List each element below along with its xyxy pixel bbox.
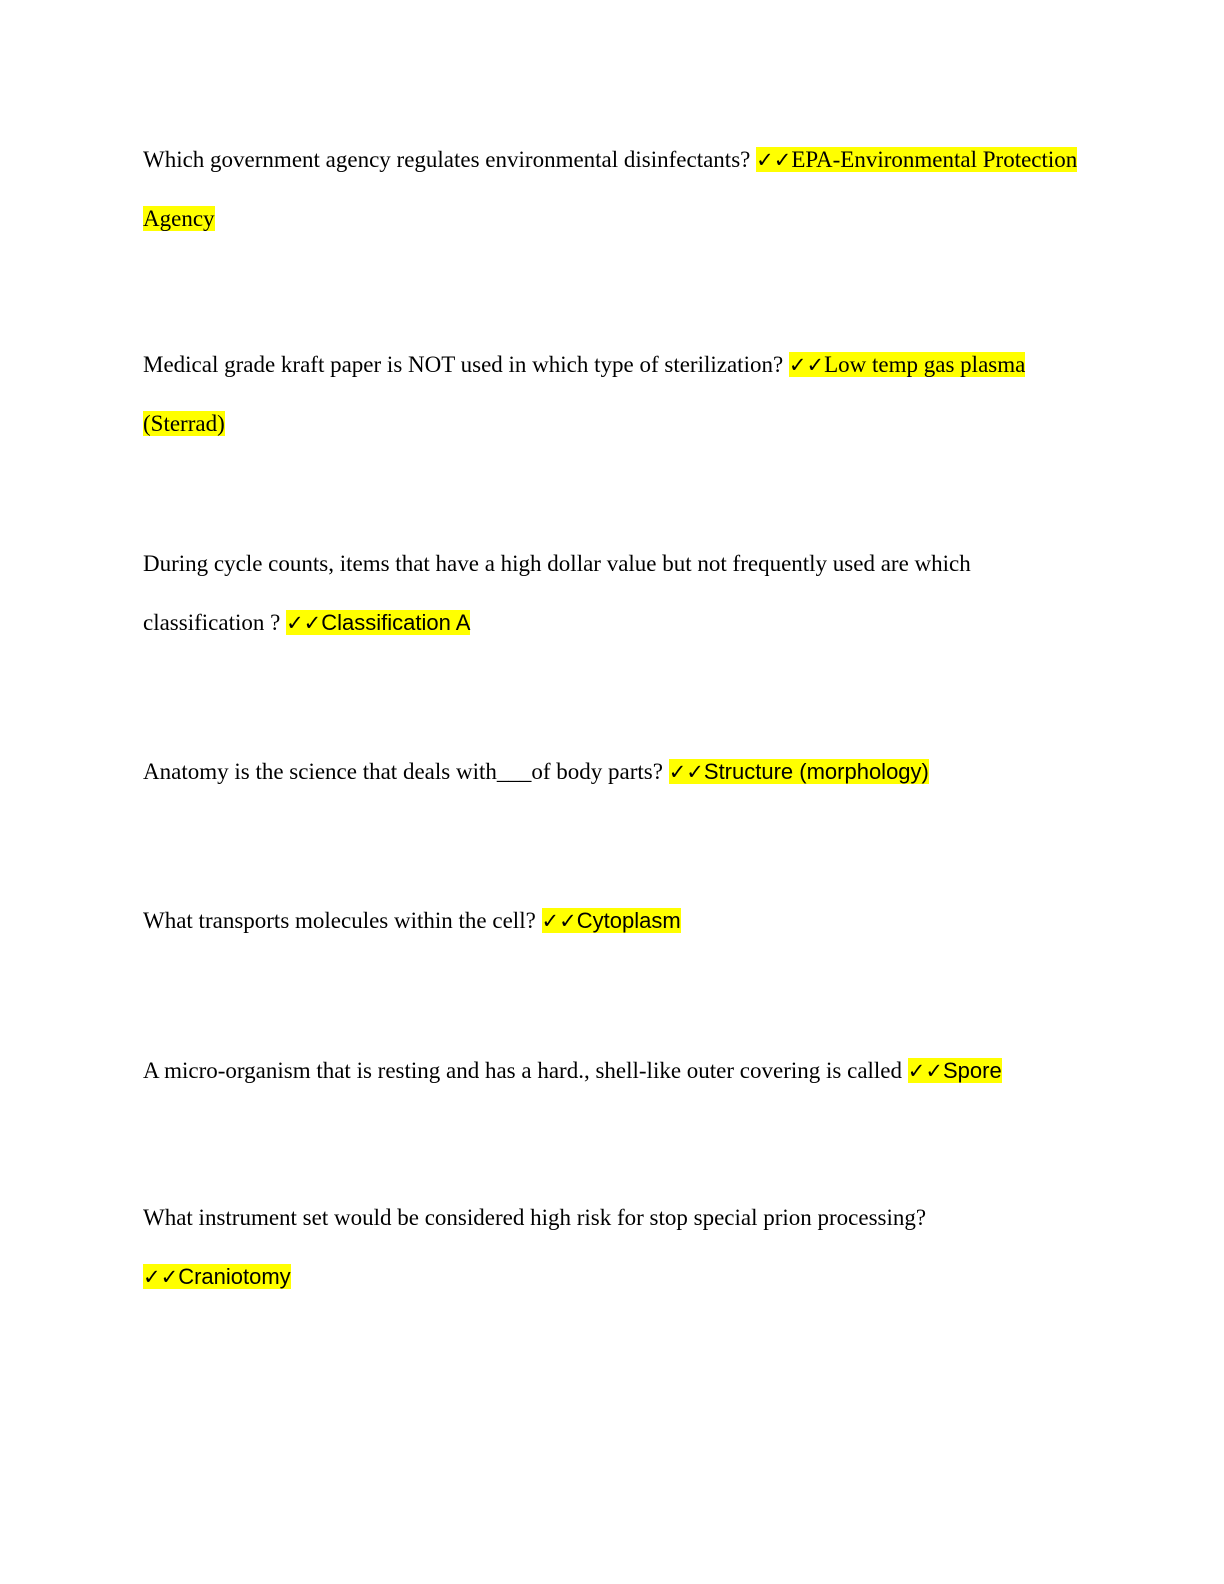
- answer-text: Structure (morphology): [703, 759, 929, 784]
- qa-item: [143, 535, 1083, 652]
- answer-highlight: [669, 759, 929, 784]
- answer-highlight: [908, 1058, 1002, 1083]
- qa-item: [143, 1042, 1083, 1101]
- double-check-icon: ✓✓: [788, 353, 825, 377]
- qa-item: [143, 743, 1083, 802]
- qa-item: [143, 1189, 1083, 1306]
- question-text: Which government agency regulates environmental disinfectants?: [143, 147, 757, 172]
- answer-text: Low temp gas plasma (Sterrad): [143, 352, 1026, 436]
- answer-text: Cytoplasm: [576, 908, 681, 933]
- question-text: Medical grade kraft paper is NOT used in which type of sterilization?: [143, 352, 789, 377]
- qa-item: [143, 131, 1083, 248]
- question-text: During cycle counts, items that have a high dollar value but not frequently used are which classification ?: [143, 551, 971, 635]
- answer-highlight: [286, 610, 470, 635]
- answer-text: Spore: [942, 1058, 1002, 1083]
- qa-item: [143, 892, 1083, 951]
- double-check-icon: ✓✓: [756, 148, 792, 172]
- qa-item: [143, 336, 1083, 453]
- double-check-icon: ✓✓: [143, 1264, 179, 1289]
- double-check-icon: ✓✓: [907, 1059, 943, 1083]
- answer-text: Craniotomy: [178, 1263, 291, 1289]
- answer-text: Classification A: [321, 609, 471, 635]
- answer-highlight: [143, 1264, 291, 1289]
- question-text: A micro-organism that is resting and has a hard., shell-like outer covering is called: [143, 1058, 908, 1083]
- answer-highlight: [542, 908, 681, 933]
- question-text: What transports molecules within the cell?: [143, 908, 542, 933]
- answer-text: EPA-Environmental Protection Agency: [143, 147, 1078, 231]
- question-text: Anatomy is the science that deals with___of body parts?: [143, 759, 669, 784]
- question-text: What instrument set would be considered high risk for stop special prion processing?: [143, 1205, 927, 1230]
- double-check-icon: ✓✓: [286, 610, 322, 635]
- double-check-icon: ✓✓: [541, 909, 577, 933]
- double-check-icon: ✓✓: [668, 760, 704, 784]
